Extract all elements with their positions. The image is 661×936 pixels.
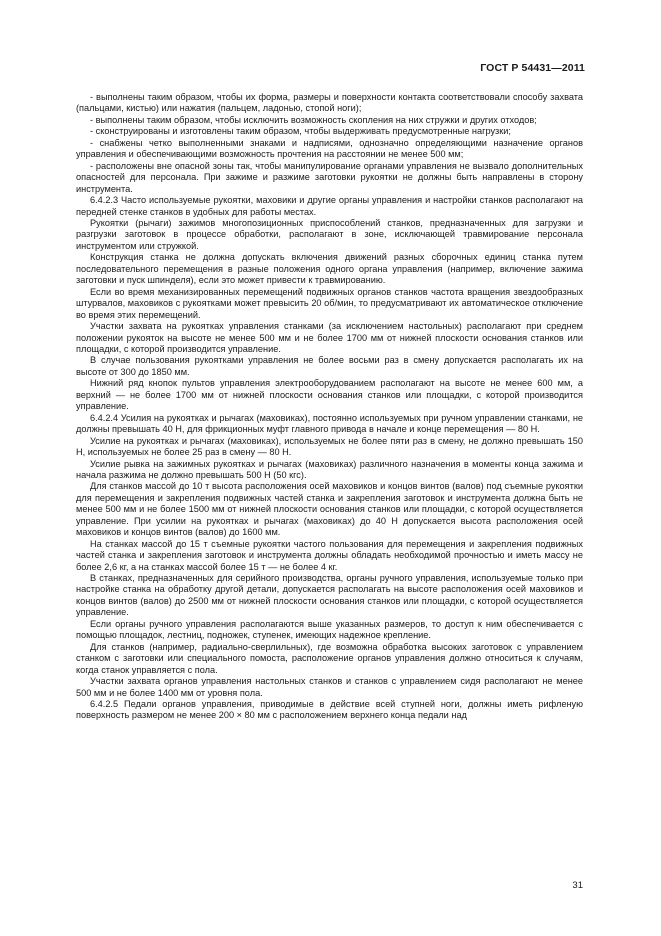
paragraph: - сконструированы и изготовлены таким образом, чтобы выдерживать предусмотренные нагрузки; [90, 126, 511, 137]
paragraph: - выполнены таким образом, чтобы исключить возможность скопления на них стружки и других отходов; [90, 114, 537, 125]
paragraph: На станках массой до 15 т съемные рукоятки частого пользования для перемещения и закрепления подвижных частей станка и закрепления заготовок и инструмента должны обладать необходимой прочностью и иметь массу не более 2,6 кг, а на станках массой более 15 т — не более 4 кг. [76, 538, 583, 572]
paragraph: Конструкция станка не должна допускать включения движений разных сборочных единиц станка путем последовательного перемещения в разные положения одного органа управления (например, включение зажима заготовки и пуск шпинделя), если это может привести к травмированию. [76, 252, 583, 286]
paragraph: 6.4.2.5 Педали органов управления, приводимые в действие всей ступней ноги, должны иметь рифленую поверхность размером не менее 200 × 80 мм с расположением верхнего конца педали над [76, 699, 583, 721]
page-number: 31 [572, 880, 583, 891]
paragraph: Если во время механизированных перемещений подвижных органов станков частота вращения звездообразных штурвалов, маховиков с рукоятками может превысить 20 об/мин, то предусматривают их автоматическое отключение во время этих перемещений. [76, 286, 583, 320]
paragraph: 6.4.2.3 Часто используемые рукоятки, маховики и другие органы управления и настройки станков располагают на передней стенке станков в удобных для работы местах. [76, 195, 583, 217]
paragraph: - расположены вне опасной зоны так, чтобы манипулирование органами управления не вызвало дополнительных опасностей для персонала. При зажиме и разжиме заготовки рукоятки не должны быть направлены в сторону инструмента. [76, 160, 583, 194]
paragraph: Нижний ряд кнопок пультов управления электрооборудованием располагают на высоте не менее 600 мм, а верхний — не более 1700 мм от нижней плоскости основания станков или площадки, с которой производится управление. [76, 378, 583, 412]
paragraph: - снабжены четко выполненными знаками и надписями, однозначно определяющими назначение органов управления и обеспечивающими возможность прочтения на расстоянии не менее 500 мм; [76, 137, 583, 160]
paragraph: Если органы ручного управления располагаются выше указанных размеров, то доступ к ним обеспечивается с помощью площадок, лестниц, подножек, ступенек, имеющих надежное крепление. [76, 618, 583, 641]
paragraph: Участки захвата органов управления настольных станков и станков с управлением сидя располагают не менее 500 мм и не более 1400 мм от уровня пола. [76, 676, 583, 698]
paragraph: В случае пользования рукоятками управления не более восьми раз в смену допускается располагать их на высоте от 300 до 1850 мм. [76, 355, 583, 377]
paragraph: Для станков (например, радиально-сверлильных), где возможна обработка высоких заготовок с управлением станком с заготовки или специального помоста, расположение органов управления должно относиться к случаям, когда станок управляется с пола. [76, 641, 583, 675]
paragraph: Усилие рывка на зажимных рукоятках и рычагах (маховиках) различного назначения в моменты конца зажима и начала разжима не должно превышать 500 Н (50 кгс). [76, 458, 583, 480]
paragraph: 6.4.2.4 Усилия на рукоятках и рычагах (маховиках), постоянно используемых при ручном управлении станками, не должны превышать 40 Н, для фрикционных муфт главного привода в начале и конце перемещения — 80 Н. [76, 412, 583, 435]
document-header: ГОСТ Р 54431—2011 [480, 62, 585, 74]
paragraph: Усилие на рукоятках и рычагах (маховиках), используемых не более пяти раз в смену, не должно превышать 150 Н, используемых не более 25 раз в смену — 80 Н. [76, 435, 583, 458]
body-text [76, 92, 583, 722]
paragraph: - выполнены таким образом, чтобы их форма, размеры и поверхности контакта соответствовали способу захвата (пальцами, кистью) или нажатия (пальцем, ладонью, стопой ноги); [76, 92, 583, 114]
paragraph: Для станков массой до 10 т высота расположения осей маховиков и концов винтов (валов) под съемные рукоятки для перемещения и закрепления подвижных частей станка и закрепления заготовок и инструмента должна быть не менее 500 мм и не более 1500 мм от нижней плоскости основания станков или площадки, с которой осуществляется управление. При усилии на рукоятках и рычагах (маховиках) до 40 Н допускается высота расположения осей маховиков и концов винтов (валов) до 1600 мм. [76, 481, 583, 538]
paragraph: Рукоятки (рычаги) зажимов многопозиционных приспособлений станков, предназначенных для загрузки и разгрузки заготовок в процессе обработки, располагают в зоне, исключающей травмирование персонала инструментом или стружкой. [76, 217, 583, 251]
paragraph: В станках, предназначенных для серийного производства, органы ручного управления, используемые только при настройке станка на обработку другой детали, допускается располагать на высоте расположения осей маховиков и концов винтов (валов) до 2500 мм от нижней плоскости основания станков или площадки, с которой осуществляется управление. [76, 573, 583, 618]
paragraph: Участки захвата на рукоятках управления станками (за исключением настольных) располагают при среднем положении рукояток на высоте не менее 500 мм и не более 1700 мм от нижней плоскости основания станков или площадки, с которой производится управление. [76, 321, 583, 354]
